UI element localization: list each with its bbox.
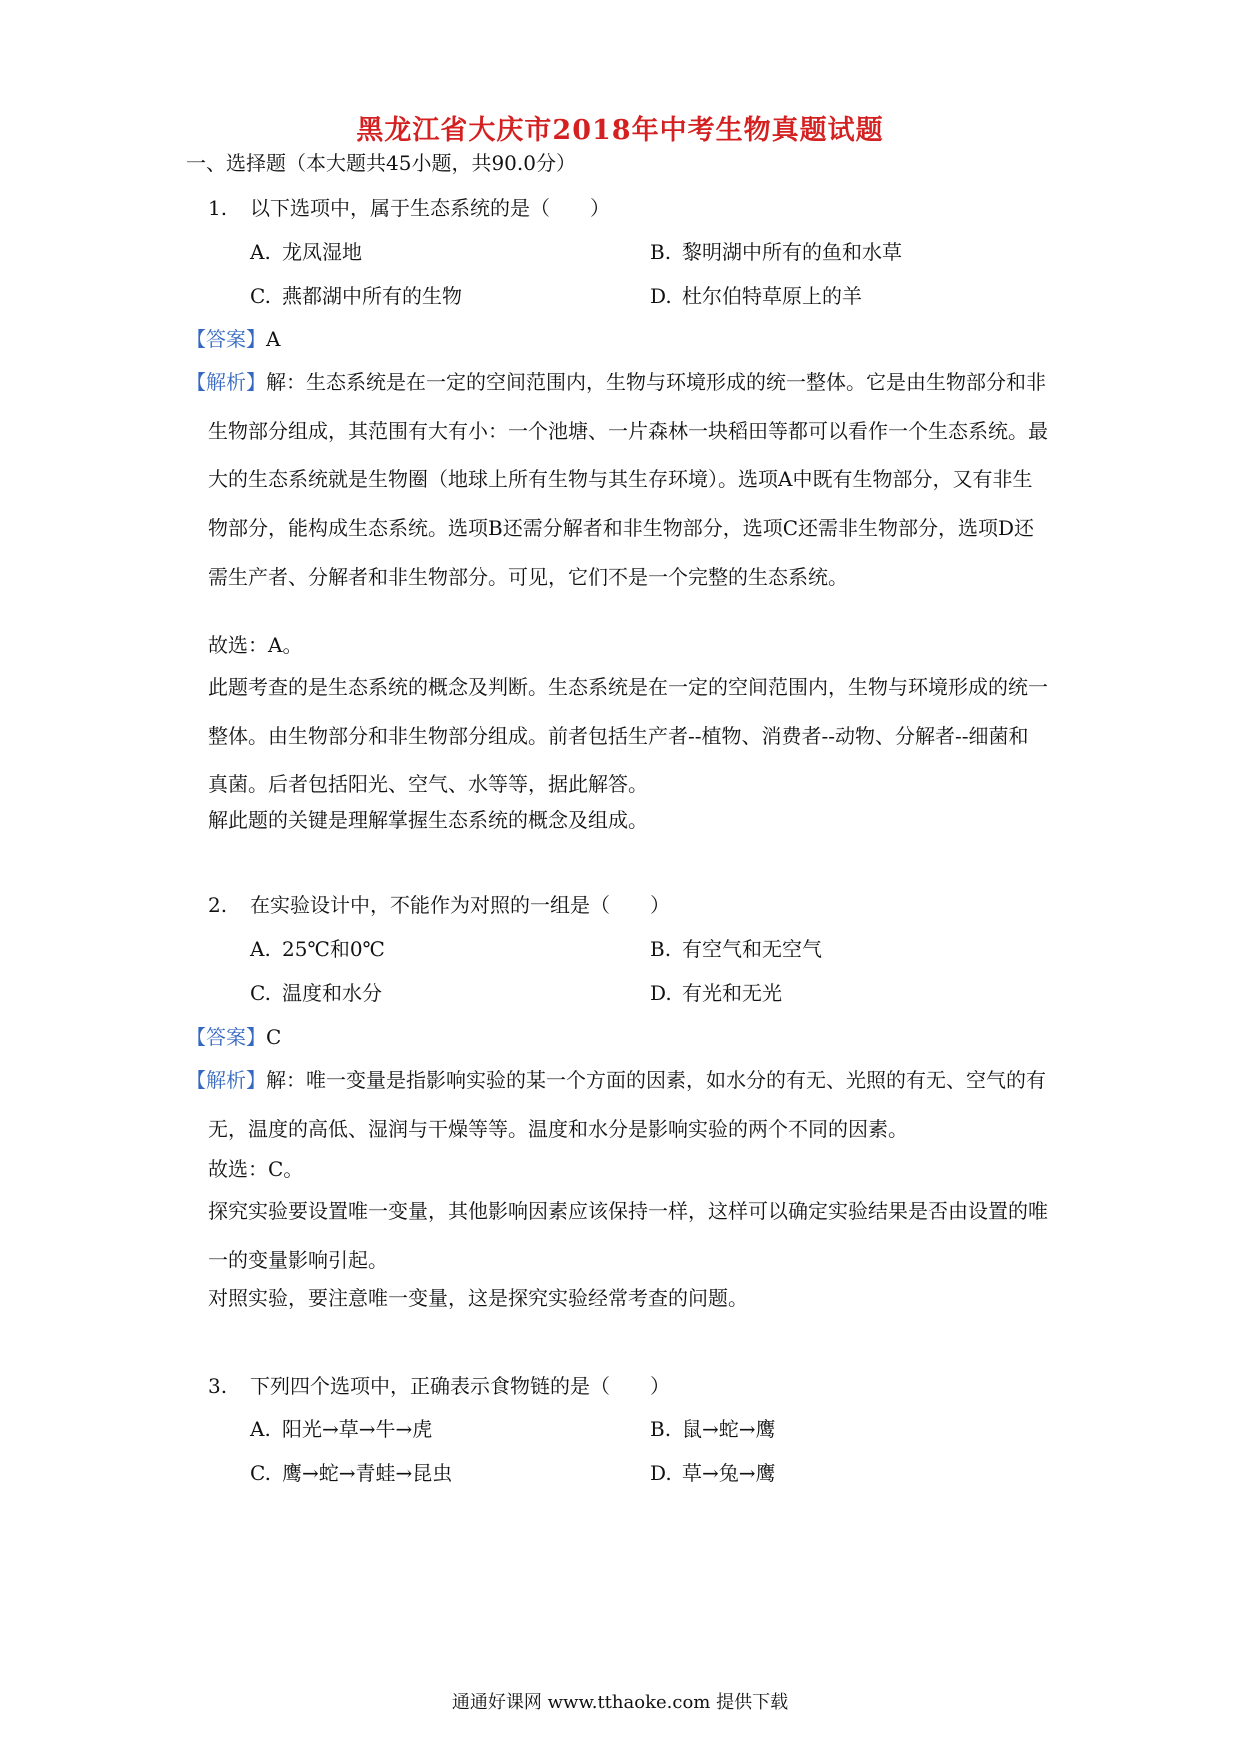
answer-tag: 【答案】 [186,327,266,351]
answer-tag: 【答案】 [186,1025,266,1049]
analysis-tag: 【解析】 [186,1068,266,1092]
question-1-number: 1. [208,196,228,220]
question-1-text: 以下选项中，属于生态系统的是（ ） [250,196,610,220]
analysis-tag: 【解析】 [186,370,266,394]
q3-option-a: A. 阳光→草→牛→虎 [250,1417,433,1441]
q2-point: 探究实验要设置唯一变量，其他影响因素应该保持一样，这样可以确定实验结果是否由设置的唯一的变量影响引起。 [208,1199,1048,1272]
q2-answer: 【答案】C [186,1025,282,1049]
q1-point: 此题考查的是生态系统的概念及判断。生态系统是在一定的空间范围内，生物与环境形成的统一整体。由生物部分和非生物部分组成。前者包括生产者--植物、消费者--动物、分解者--细菌和真菌。后者包括阳光、空气、水等等，据此解答。 [208,675,1048,797]
page-footer: 通通好课网 www.tthaoke.com 提供下载 [451,1692,789,1713]
question-3-text: 下列四个选项中，正确表示食物链的是（ ） [250,1374,670,1398]
q1-option-c: C. 燕都湖中所有的生物 [250,284,462,308]
q3-option-d: D. 草→兔→鹰 [650,1461,776,1485]
q2-option-b: B. 有空气和无空气 [650,937,822,961]
q1-analysis: 【解析】解：生态系统是在一定的空间范围内，生物与环境形成的统一整体。它是由生物部分和非生物部分组成，其范围有大有小：一个池塘、一片森林一块稻田等都可以看作一个生态系统。最大的生态系统就是生物圈（地球上所有生物与其生存环境）。选项A中既有生物部分，又有非生物部分，能构成生态系统。选项B还需分解者和非生物部分，选项C还需非生物部分，选项D还需生产者、分解者和非生物部分。可见，它们不是一个完整的生态系统。 [186,370,1048,589]
q2-choice: 故选：C。 [208,1157,304,1181]
q1-key: 解此题的关键是理解掌握生态系统的概念及组成。 [208,808,648,832]
q1-option-d: D. 杜尔伯特草原上的羊 [650,284,862,308]
question-2-number: 2. [208,893,228,917]
q2-option-d: D. 有光和无光 [650,981,782,1005]
q2-analysis: 【解析】解：唯一变量是指影响实验的某一个方面的因素，如水分的有无、光照的有无、空气的有无，温度的高低、湿润与干燥等等。温度和水分是影响实验的两个不同的因素。 [186,1068,1046,1141]
question-3-number: 3. [208,1374,228,1398]
q3-option-c: C. 鹰→蛇→青蛙→昆虫 [250,1461,453,1485]
question-2-text: 在实验设计中，不能作为对照的一组是（ ） [250,893,670,917]
page-title: 黑龙江省大庆市2018年中考生物真题试题 [356,115,884,146]
q1-choice: 故选：A。 [208,633,303,657]
q1-answer: 【答案】A [186,327,281,351]
q3-option-b: B. 鼠→蛇→鹰 [650,1417,776,1441]
q1-option-b: B. 黎明湖中所有的鱼和水草 [650,240,902,264]
section-heading: 一、选择题（本大题共45小题，共90.0分） [186,151,576,175]
q1-option-a: A. 龙凤湿地 [250,240,362,264]
q2-option-c: C. 温度和水分 [250,981,382,1005]
q2-option-a: A. 25℃和0℃ [250,937,385,961]
q2-key: 对照实验，要注意唯一变量，这是探究实验经常考查的问题。 [208,1286,748,1310]
